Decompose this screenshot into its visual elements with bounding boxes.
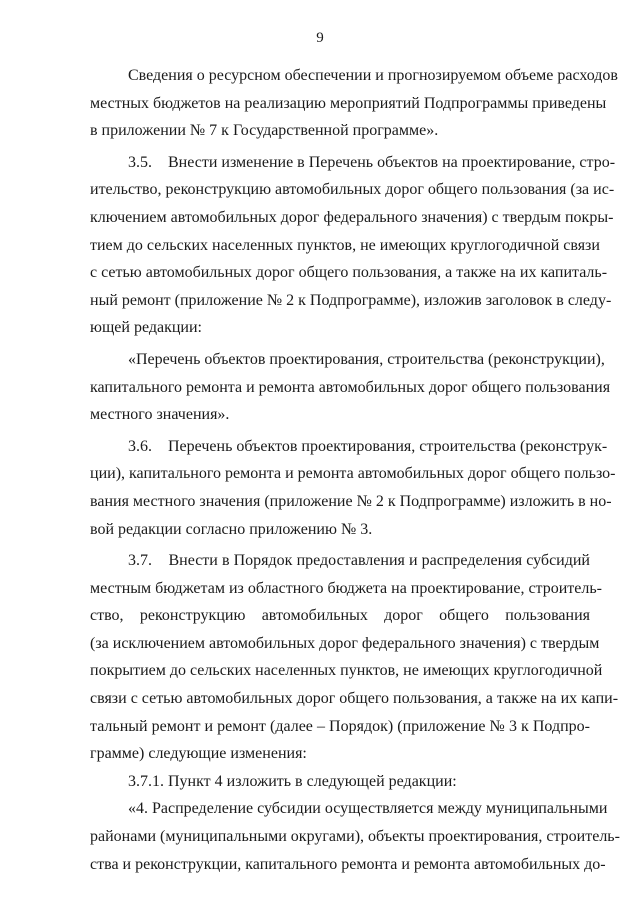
text-line: 3.7. Внести в Порядок предоставления и распределения субсидий [128, 552, 590, 570]
text-line: ющей редакции: [90, 319, 202, 337]
quote-line: районами (муниципальными округами), объекты проектирования, строитель- [90, 828, 620, 846]
quote-line: капитального ремонта и ремонта автомобильных дорог общего пользования [90, 378, 611, 396]
text-line: тальный ремонт и ремонт (далее – Порядок) (приложение № 3 к Подпро- [90, 717, 590, 735]
text-line: с сетью автомобильных дорог общего пользования, а также на их капиталь- [90, 264, 608, 282]
text-line: тием до сельских населенных пунктов, не имеющих круглогодичной связи [90, 236, 600, 254]
text-line: ключением автомобильных дорог федерального значения) с твердым покры- [90, 208, 614, 226]
document-body [90, 62, 620, 878]
text-line: связи с сетью автомобильных дорог общего пользования, а также на их капи- [90, 690, 619, 708]
text-line: покрытием до сельских населенных пунктов, не имеющих круглогодичной [90, 662, 603, 680]
text-line: местным бюджетам из областного бюджета на проектирование, строитель- [90, 579, 602, 597]
quote-line: ства и реконструкции, капитального ремонта и ремонта автомобильных до- [90, 855, 606, 873]
quote-line: «4. Распределение субсидии осуществляется между муниципальными [128, 800, 608, 818]
text-line: Сведения о ресурсном обеспечении и прогнозируемом объеме расходов [128, 67, 618, 84]
text-line: вания местного значения (приложение № 2 к Подпрограмме) изложить в но- [90, 492, 612, 510]
text-line: ство, реконструкцию автомобильных дорог общего пользования [90, 607, 590, 625]
text-line: ции), капитального ремонта и ремонта автомобильных дорог общего пользо- [90, 465, 616, 483]
text-line: ительство, реконструкцию автомобильных дорог общего пользования (за ис- [90, 181, 615, 199]
text-line: в приложении № 7 к Государственной программе». [90, 122, 439, 140]
text-line: грамме) следующие изменения: [90, 745, 307, 763]
quote-line: местного значения». [90, 406, 230, 424]
quote-line: «Перечень объектов проектирования, строительства (реконструкции), [128, 350, 605, 368]
text-line: вой редакции согласно приложению № 3. [90, 520, 373, 538]
page-number: 9 [316, 30, 324, 46]
text-line: 3.5. Внести изменение в Перечень объектов на проектирование, стро- [128, 153, 616, 171]
text-line: ный ремонт (приложение № 2 к Подпрограмме), изложив заголовок в следу- [90, 291, 612, 309]
text-line: местных бюджетов на реализацию мероприятий Подпрограммы приведены [90, 94, 607, 112]
text-line: (за исключением автомобильных дорог федерального значения) с твердым [90, 634, 600, 652]
text-line: 3.6. Перечень объектов проектирования, строительства (реконструк- [128, 437, 608, 455]
text-line: 3.7.1. Пункт 4 изложить в следующей редакции: [128, 772, 457, 790]
